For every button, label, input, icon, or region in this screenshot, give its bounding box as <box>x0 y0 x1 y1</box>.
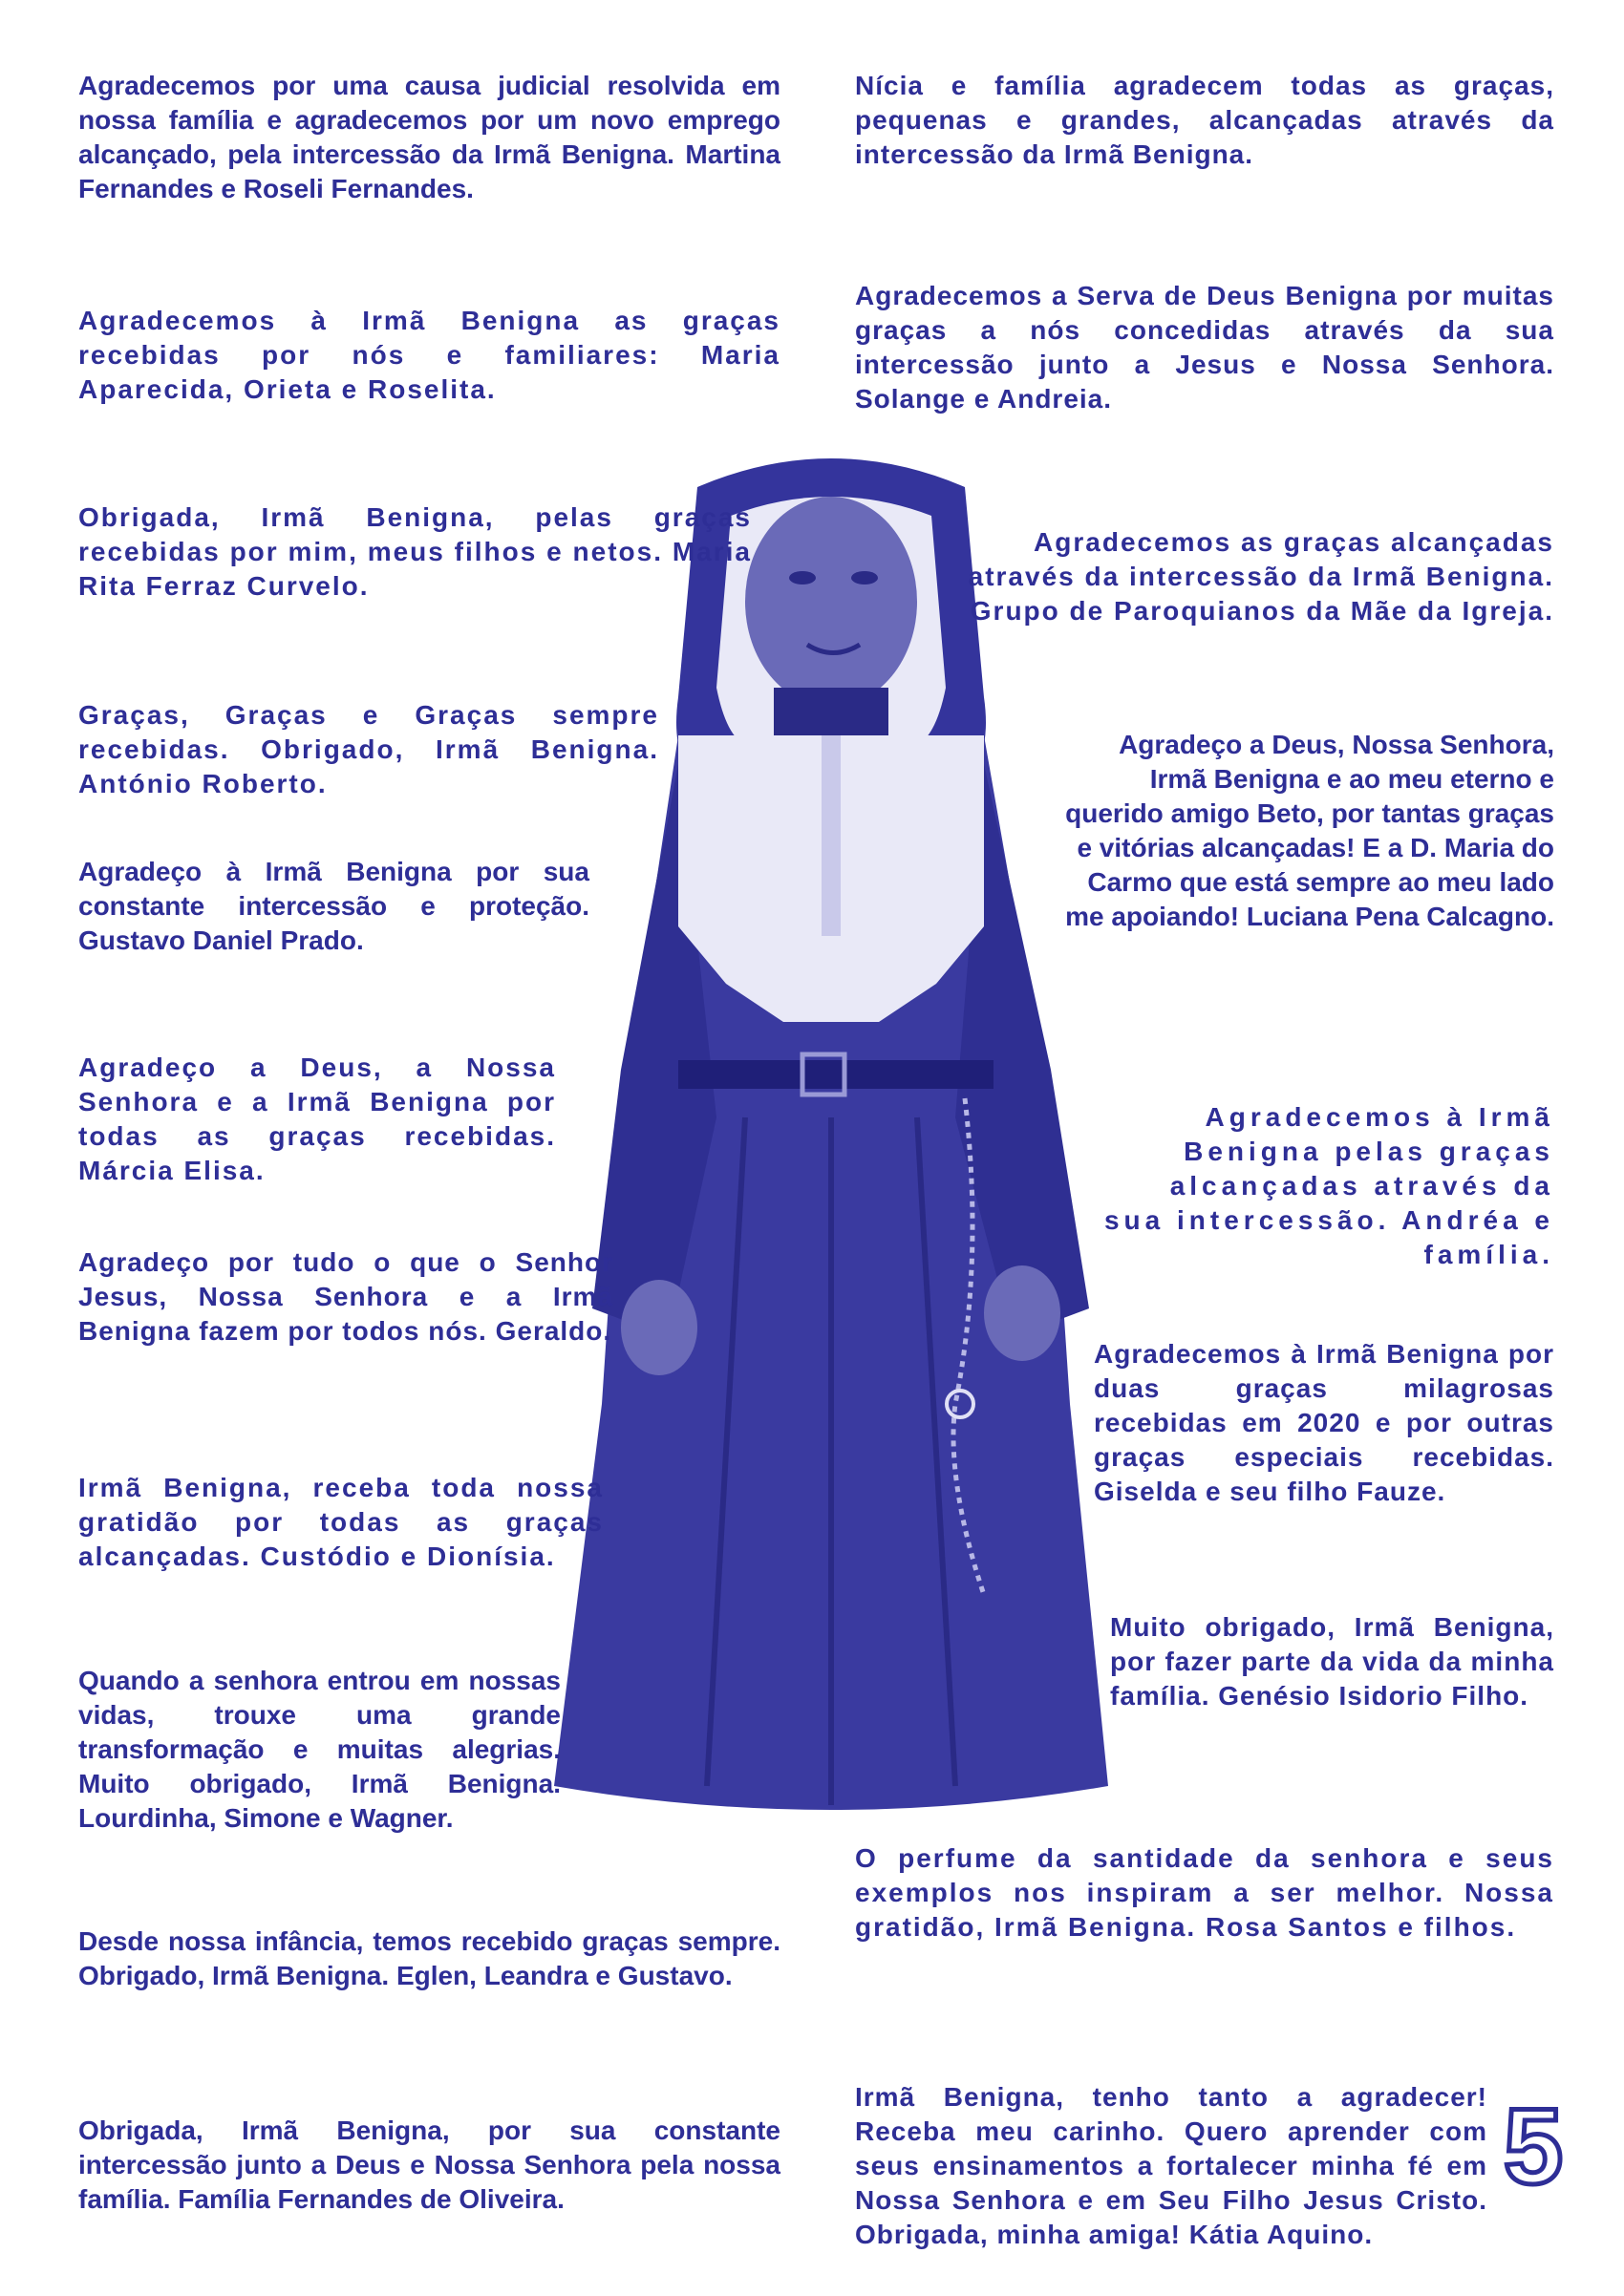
testimony-right-7: Muito obrigado, Irmã Benigna, por fazer parte da vida da minha família. Genésio Isidorio Filho. <box>1110 1612 1554 1711</box>
testimony-left-7: Agradeço por tudo o que o Senhor Jesus, Nossa Senhora e a Irmã Benigna fazem por todos nós. Geraldo. <box>78 1247 613 1346</box>
nun-portrait-icon <box>535 449 1127 1843</box>
page-number-text: 5 <box>1503 2092 1564 2197</box>
testimony-left-11: Obrigada, Irmã Benigna, por sua constante intercessão junto a Deus e Nossa Senhora pela nossa família. Família Fernandes de Oliveira. <box>78 2115 780 2214</box>
testimony-right-4: Agradeço a Deus, Nossa Senhora, Irmã Benigna e ao meu eterno e querido amigo Beto, por tantas graças e vitórias alcançadas! E a D. Maria do Carmo que está sempre ao meu lado me apoiando! Luciana Pena Calcagno. <box>1065 730 1554 931</box>
testimony-left-2: Agradecemos à Irmã Benigna as graças recebidas por nós e familiares: Maria Aparecida, Orieta e Roselita. <box>78 306 780 404</box>
testimony-left-6: Agradeço a Deus, a Nossa Senhora e a Irmã Benigna por todas as graças recebidas. Márcia Elisa. <box>78 1052 556 1185</box>
testimony-right-5: Agradecemos à Irmã Benigna pelas graças alcançadas através da sua intercessão. Andréa e família. <box>1103 1102 1554 1269</box>
testimony-left-4: Graças, Graças e Graças sempre recebidas. Obrigado, Irmã Benigna. António Roberto. <box>78 700 659 798</box>
testimony-right-1: Nícia e família agradecem todas as graças, pequenas e grandes, alcançadas através da intercessão da Irmã Benigna. <box>855 71 1554 169</box>
belt-shape <box>678 1060 994 1089</box>
face-shape <box>745 497 917 707</box>
page-number <box>1495 2092 1571 2197</box>
testimony-left-8: Irmã Benigna, receba toda nossa gratidão por todas as graças alcançadas. Custódio e Dionísia. <box>78 1473 604 1571</box>
testimony-left-10: Desde nossa infância, temos recebido graças sempre. Obrigado, Irmã Benigna. Eglen, Leandra e Gustavo. <box>78 1926 780 1990</box>
testimony-right-3: Agradecemos as graças alcançadas através da intercessão da Irmã Benigna. Grupo de Paroquianos da Mãe da Igreja. <box>968 527 1554 626</box>
testimony-right-9: Irmã Benigna, tenho tanto a agradecer! Receba meu carinho. Quero aprender com seus ensinamentos a fortalecer minha fé em Nossa Senhora e em Seu Filho Jesus Cristo. Obrigada, minha amiga! Kátia Aquino. <box>855 2082 1487 2249</box>
testimony-left-3: Obrigada, Irmã Benigna, pelas graças recebidas por mim, meus filhos e netos. Maria Rita Ferraz Curvelo. <box>78 502 752 601</box>
testimony-left-9: Quando a senhora entrou em nossas vidas, trouxe uma grande transformação e muitas alegrias. Muito obrigado, Irmã Benigna. Lourdinha, Simone e Wagner. <box>78 1666 561 1833</box>
testimony-right-6: Agradecemos à Irmã Benigna por duas graças milagrosas recebidas em 2020 e por outras graças especiais recebidas. Giselda e seu filho Fauze. <box>1094 1339 1554 1506</box>
testimony-right-2: Agradecemos a Serva de Deus Benigna por muitas graças a nós concedidas através da sua intercessão junto a Jesus e Nossa Senhora. Solange e Andreia. <box>855 281 1554 414</box>
testimony-left-5: Agradeço à Irmã Benigna por sua constante intercessão e proteção. Gustavo Daniel Prado. <box>78 857 589 955</box>
testimony-right-8: O perfume da santidade da senhora e seus exemplos nos inspiram a ser melhor. Nossa gratidão, Irmã Benigna. Rosa Santos e filhos. <box>855 1843 1554 1942</box>
testimony-left-1: Agradecemos por uma causa judicial resolvida em nossa família e agradecemos por um novo emprego alcançado, pela intercessão da Irmã Benigna. Martina Fernandes e Roseli Fernandes. <box>78 71 780 203</box>
